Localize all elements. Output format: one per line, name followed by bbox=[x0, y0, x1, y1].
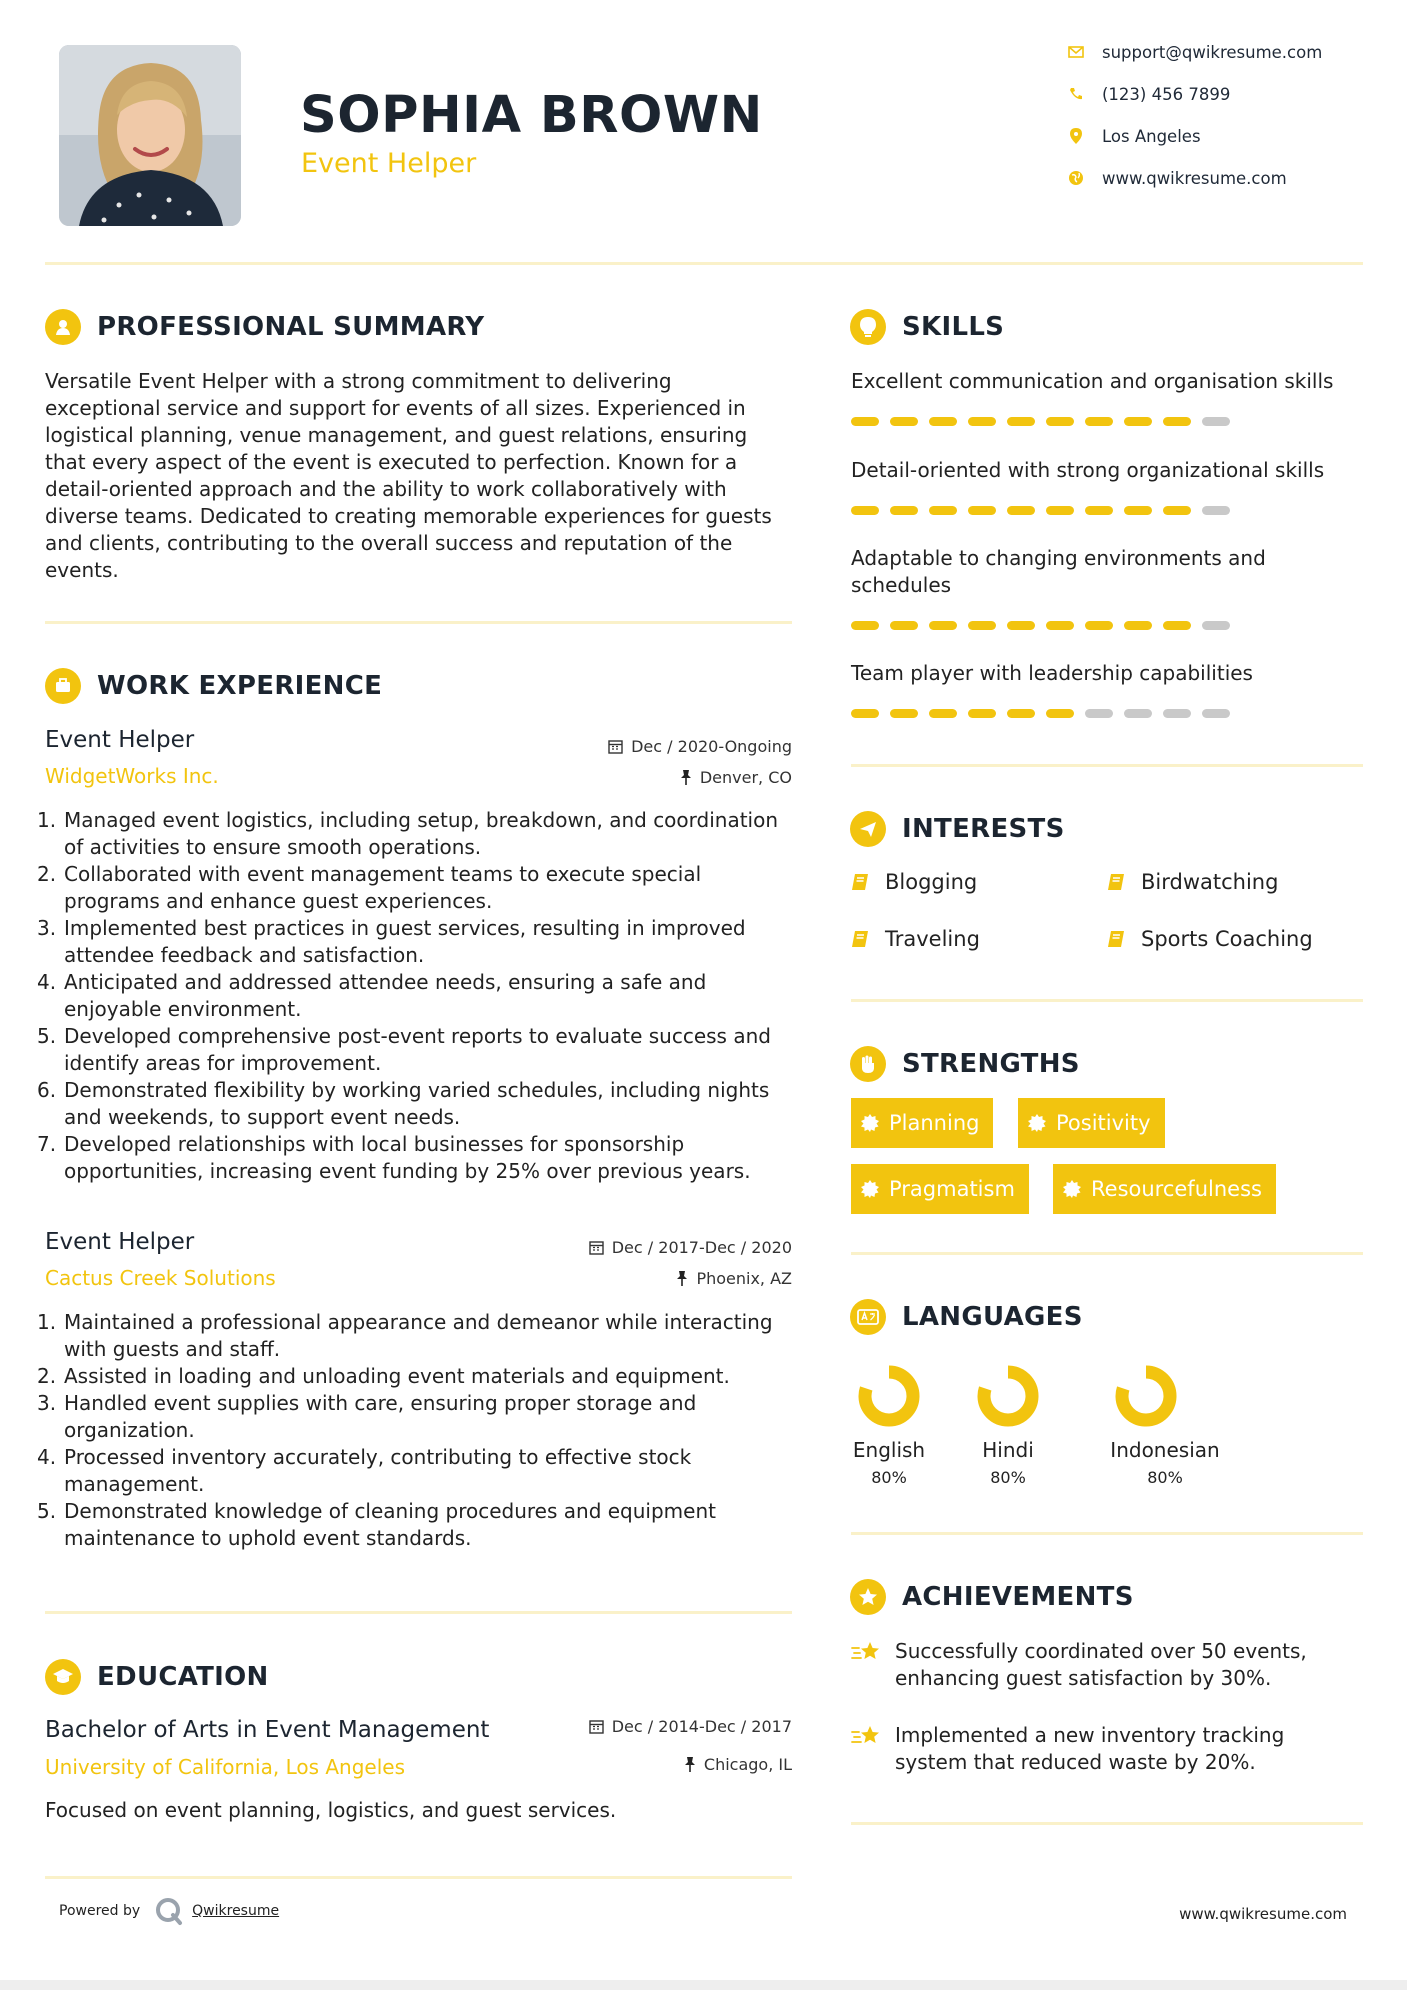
job-location bbox=[676, 1269, 792, 1288]
education-location bbox=[684, 1755, 792, 1774]
language-item bbox=[1102, 1364, 1228, 1487]
skill-dash-filled bbox=[929, 709, 957, 718]
lightbulb-icon bbox=[850, 309, 886, 345]
profile-photo bbox=[59, 45, 241, 226]
job-location-text: Denver, CO bbox=[699, 768, 792, 787]
skill-dash-empty bbox=[1085, 709, 1113, 718]
summary-heading bbox=[45, 309, 484, 345]
raised-fist-icon bbox=[850, 1046, 886, 1082]
footer-powered-by bbox=[59, 1896, 279, 1926]
language-percent: 80% bbox=[1147, 1468, 1183, 1487]
badge-icon bbox=[1063, 1180, 1081, 1198]
qwikresume-link[interactable]: Qwikresume bbox=[192, 1903, 280, 1919]
book-icon bbox=[1107, 929, 1127, 949]
language-item bbox=[970, 1364, 1046, 1487]
footer-band bbox=[0, 1980, 1407, 1990]
badge-icon bbox=[861, 1180, 879, 1198]
skill-dash-filled bbox=[968, 621, 996, 630]
footer-website[interactable]: www.qwikresume.com bbox=[1179, 1905, 1347, 1923]
skill-dash-filled bbox=[968, 709, 996, 718]
skill-dash-filled bbox=[851, 709, 879, 718]
strengths-divider bbox=[851, 1252, 1363, 1255]
shooting-star-icon bbox=[851, 1640, 883, 1664]
summary-divider bbox=[45, 621, 792, 624]
language-ring bbox=[857, 1364, 921, 1428]
experience-divider bbox=[45, 1611, 792, 1614]
skill-dash-empty bbox=[1202, 621, 1230, 630]
calendar-icon bbox=[608, 739, 623, 754]
language-ring bbox=[976, 1364, 1040, 1428]
skills-divider bbox=[851, 764, 1363, 767]
languages-heading bbox=[850, 1299, 1083, 1335]
skill-dash-filled bbox=[1007, 506, 1035, 515]
achievements-title: ACHIEVEMENTS bbox=[902, 1582, 1134, 1612]
interests-title: INTERESTS bbox=[902, 814, 1065, 844]
skill-dash-filled bbox=[890, 621, 918, 630]
job-location-text: Phoenix, AZ bbox=[696, 1269, 792, 1288]
skill-dash-filled bbox=[1163, 506, 1191, 515]
globe-icon bbox=[1067, 169, 1085, 187]
skill-dash-filled bbox=[1046, 621, 1074, 630]
education-school: University of California, Los Angeles bbox=[45, 1755, 406, 1779]
map-pin-icon bbox=[1067, 127, 1085, 145]
education-title: EDUCATION bbox=[97, 1662, 269, 1692]
job-dates bbox=[589, 1238, 792, 1257]
skill-dash-filled bbox=[851, 506, 879, 515]
skill-name: Adaptable to changing environments and schedules bbox=[851, 546, 1266, 597]
candidate-role: Event Helper bbox=[301, 148, 477, 179]
skill-name: Excellent communication and organisation skills bbox=[851, 369, 1334, 393]
paper-plane-icon bbox=[850, 811, 886, 847]
languages-divider bbox=[851, 1532, 1363, 1535]
skill-dash-filled bbox=[968, 506, 996, 515]
badge-icon bbox=[861, 1114, 879, 1132]
skill-dash-filled bbox=[1085, 621, 1113, 630]
graduation-cap-icon bbox=[45, 1659, 81, 1695]
job-dates bbox=[608, 737, 792, 756]
strengths-title: STRENGTHS bbox=[902, 1049, 1080, 1079]
job-bullets bbox=[37, 807, 790, 1185]
job-company: Cactus Creek Solutions bbox=[45, 1266, 276, 1290]
language-ring-arc bbox=[865, 1372, 913, 1420]
job-dates-text: Dec / 2017-Dec / 2020 bbox=[611, 1238, 792, 1257]
powered-by-label: Powered by bbox=[59, 1903, 141, 1919]
translate-icon bbox=[850, 1299, 886, 1335]
skill-dash-filled bbox=[890, 709, 918, 718]
skill-dash-filled bbox=[1007, 621, 1035, 630]
book-icon bbox=[1107, 872, 1127, 892]
pushpin-icon bbox=[684, 1757, 696, 1772]
book-icon bbox=[851, 872, 871, 892]
skill-dash-filled bbox=[851, 417, 879, 426]
summary-title: PROFESSIONAL SUMMARY bbox=[97, 312, 485, 342]
calendar-icon bbox=[589, 1240, 604, 1255]
job-bullets bbox=[37, 1309, 790, 1552]
shooting-star-icon bbox=[851, 1724, 883, 1748]
language-ring-arc bbox=[1122, 1372, 1170, 1420]
language-percent: 80% bbox=[990, 1468, 1026, 1487]
strengths-heading bbox=[850, 1046, 1080, 1082]
skill-dash-filled bbox=[1085, 506, 1113, 515]
education-degree: Bachelor of Arts in Event Management bbox=[45, 1717, 490, 1743]
achievement-item: Successfully coordinated over 50 events, enhancing guest satisfaction by 30%. bbox=[851, 1638, 1351, 1692]
skill-dash-filled bbox=[1163, 417, 1191, 426]
skill-dash-empty bbox=[1202, 417, 1230, 426]
list-item: 6. Demonstrated flexibility by working varied schedules, including nights and weekends, to support event needs. bbox=[37, 1078, 770, 1129]
languages-title: LANGUAGES bbox=[902, 1302, 1083, 1332]
skill-dash-empty bbox=[1202, 506, 1230, 515]
education-heading bbox=[45, 1659, 269, 1695]
skill-level-bar bbox=[851, 709, 1241, 718]
envelope-icon bbox=[1067, 43, 1085, 61]
user-icon bbox=[45, 309, 81, 345]
skill-dash-filled bbox=[968, 417, 996, 426]
list-item: 4. Processed inventory accurately, contributing to effective stock management. bbox=[37, 1445, 692, 1496]
skill-dash-filled bbox=[929, 417, 957, 426]
language-ring-arc bbox=[984, 1372, 1032, 1420]
strength-chip: Resourcefulness bbox=[1053, 1164, 1276, 1214]
education-description: Focused on event planning, logistics, and guest services. bbox=[45, 1798, 617, 1822]
contact-email-text: support@qwikresume.com bbox=[1102, 42, 1323, 62]
contact-email[interactable] bbox=[1067, 40, 1322, 64]
skill-dash-filled bbox=[1124, 506, 1152, 515]
strength-chip: Pragmatism bbox=[851, 1164, 1029, 1214]
education-location-text: Chicago, IL bbox=[703, 1755, 792, 1774]
skill-dash-filled bbox=[851, 621, 879, 630]
strength-chip: Planning bbox=[851, 1098, 993, 1148]
skills-heading bbox=[850, 309, 1004, 345]
experience-title: WORK EXPERIENCE bbox=[97, 671, 383, 701]
skill-name: Team player with leadership capabilities bbox=[851, 661, 1253, 685]
skill-dash-filled bbox=[1124, 621, 1152, 630]
book-icon bbox=[851, 929, 871, 949]
language-item bbox=[851, 1364, 927, 1487]
skill-dash-filled bbox=[1046, 417, 1074, 426]
skill-dash-filled bbox=[1163, 621, 1191, 630]
briefcase-icon bbox=[45, 668, 81, 704]
candidate-name: SOPHIA BROWN bbox=[300, 86, 763, 145]
job-title: Event Helper bbox=[45, 1229, 195, 1255]
skill-dash-empty bbox=[1124, 709, 1152, 718]
language-name: English bbox=[852, 1438, 926, 1462]
skill-dash-filled bbox=[1046, 506, 1074, 515]
skill-level-bar bbox=[851, 621, 1241, 630]
pushpin-icon bbox=[676, 1271, 688, 1286]
skill-dash-filled bbox=[1046, 709, 1074, 718]
skill-dash-filled bbox=[929, 506, 957, 515]
contact-phone[interactable] bbox=[1067, 82, 1230, 106]
star-icon bbox=[850, 1579, 886, 1615]
job-title: Event Helper bbox=[45, 727, 195, 753]
skill-dash-filled bbox=[1124, 417, 1152, 426]
contact-location bbox=[1067, 124, 1201, 148]
interests-divider bbox=[851, 999, 1363, 1002]
list-item: 3. Handled event supplies with care, ensuring proper storage and organization. bbox=[37, 1391, 697, 1442]
strength-chip: Positivity bbox=[1018, 1098, 1165, 1148]
badge-icon bbox=[1028, 1114, 1046, 1132]
interest-item: Traveling bbox=[851, 927, 980, 951]
calendar-icon bbox=[589, 1719, 604, 1734]
job-company: WidgetWorks Inc. bbox=[45, 764, 219, 788]
contact-website[interactable] bbox=[1067, 166, 1287, 190]
summary-text: Versatile Event Helper with a strong commitment to delivering exceptional service and support for events of all sizes. Experienced in logistical planning, venue management, and guest relations, ensuring that every aspect of the event is executed to perfection. Known for a detail-oriented approach and the ability to work collaboratively with diverse teams. Dedicated to creating memorable experiences for guests and clients, contributing to the overall success and reputation of the events. bbox=[45, 369, 772, 582]
education-divider bbox=[45, 1876, 792, 1879]
skills-title: SKILLS bbox=[902, 312, 1005, 342]
skill-name: Detail-oriented with strong organizational skills bbox=[851, 458, 1325, 482]
achievement-item: Implemented a new inventory tracking system that reduced waste by 20%. bbox=[851, 1722, 1351, 1776]
skill-level-bar bbox=[851, 506, 1241, 515]
contact-website-text: www.qwikresume.com bbox=[1102, 168, 1287, 188]
language-name: Indonesian bbox=[1110, 1438, 1220, 1462]
list-item: 1. Maintained a professional appearance and demeanor while interacting with guests and staff. bbox=[37, 1310, 773, 1361]
skill-dash-empty bbox=[1163, 709, 1191, 718]
skill-dash-filled bbox=[890, 417, 918, 426]
skill-dash-filled bbox=[1007, 417, 1035, 426]
list-item: 5. Developed comprehensive post-event reports to evaluate success and identify areas for improvement. bbox=[37, 1024, 771, 1075]
list-item: 2. Assisted in loading and unloading event materials and equipment. bbox=[37, 1364, 730, 1388]
list-item: 7. Developed relationships with local businesses for sponsorship opportunities, increasing event funding by 25% over previous years. bbox=[37, 1132, 751, 1183]
list-item: 3. Implemented best practices in guest services, resulting in improved attendee feedback and satisfaction. bbox=[37, 916, 746, 967]
skill-level-bar bbox=[851, 417, 1241, 426]
skill-dash-filled bbox=[929, 621, 957, 630]
list-item: 4. Anticipated and addressed attendee needs, ensuring a safe and enjoyable environment. bbox=[37, 970, 707, 1021]
contact-phone-text: (123) 456 7899 bbox=[1102, 84, 1231, 104]
language-percent: 80% bbox=[871, 1468, 907, 1487]
education-dates bbox=[589, 1717, 792, 1736]
achievements-heading bbox=[850, 1579, 1134, 1615]
contact-location-text: Los Angeles bbox=[1102, 126, 1201, 146]
list-item: 2. Collaborated with event management teams to execute special programs and enhance guest experiences. bbox=[37, 862, 702, 913]
interest-item: Birdwatching bbox=[1107, 870, 1278, 894]
interests-heading bbox=[850, 811, 1065, 847]
skill-dash-empty bbox=[1202, 709, 1230, 718]
job-dates-text: Dec / 2020-Ongoing bbox=[631, 737, 792, 756]
pushpin-icon bbox=[680, 770, 692, 785]
interest-item: Blogging bbox=[851, 870, 977, 894]
skill-dash-filled bbox=[890, 506, 918, 515]
experience-heading bbox=[45, 668, 382, 704]
interest-item: Sports Coaching bbox=[1107, 927, 1313, 951]
language-name: Hindi bbox=[982, 1438, 1034, 1462]
list-item: 5. Demonstrated knowledge of cleaning procedures and equipment maintenance to uphold event standards. bbox=[37, 1499, 716, 1550]
header-divider bbox=[45, 262, 1363, 265]
education-dates-text: Dec / 2014-Dec / 2017 bbox=[611, 1717, 792, 1736]
qwikresume-logo-icon bbox=[154, 1896, 184, 1926]
job-location bbox=[680, 768, 792, 787]
list-item: 1. Managed event logistics, including setup, breakdown, and coordination of activities to ensure smooth operations. bbox=[37, 808, 779, 859]
achievements-divider bbox=[851, 1822, 1363, 1825]
skill-dash-filled bbox=[1007, 709, 1035, 718]
phone-icon bbox=[1067, 85, 1085, 103]
skill-dash-filled bbox=[1085, 417, 1113, 426]
language-ring bbox=[1114, 1364, 1178, 1428]
